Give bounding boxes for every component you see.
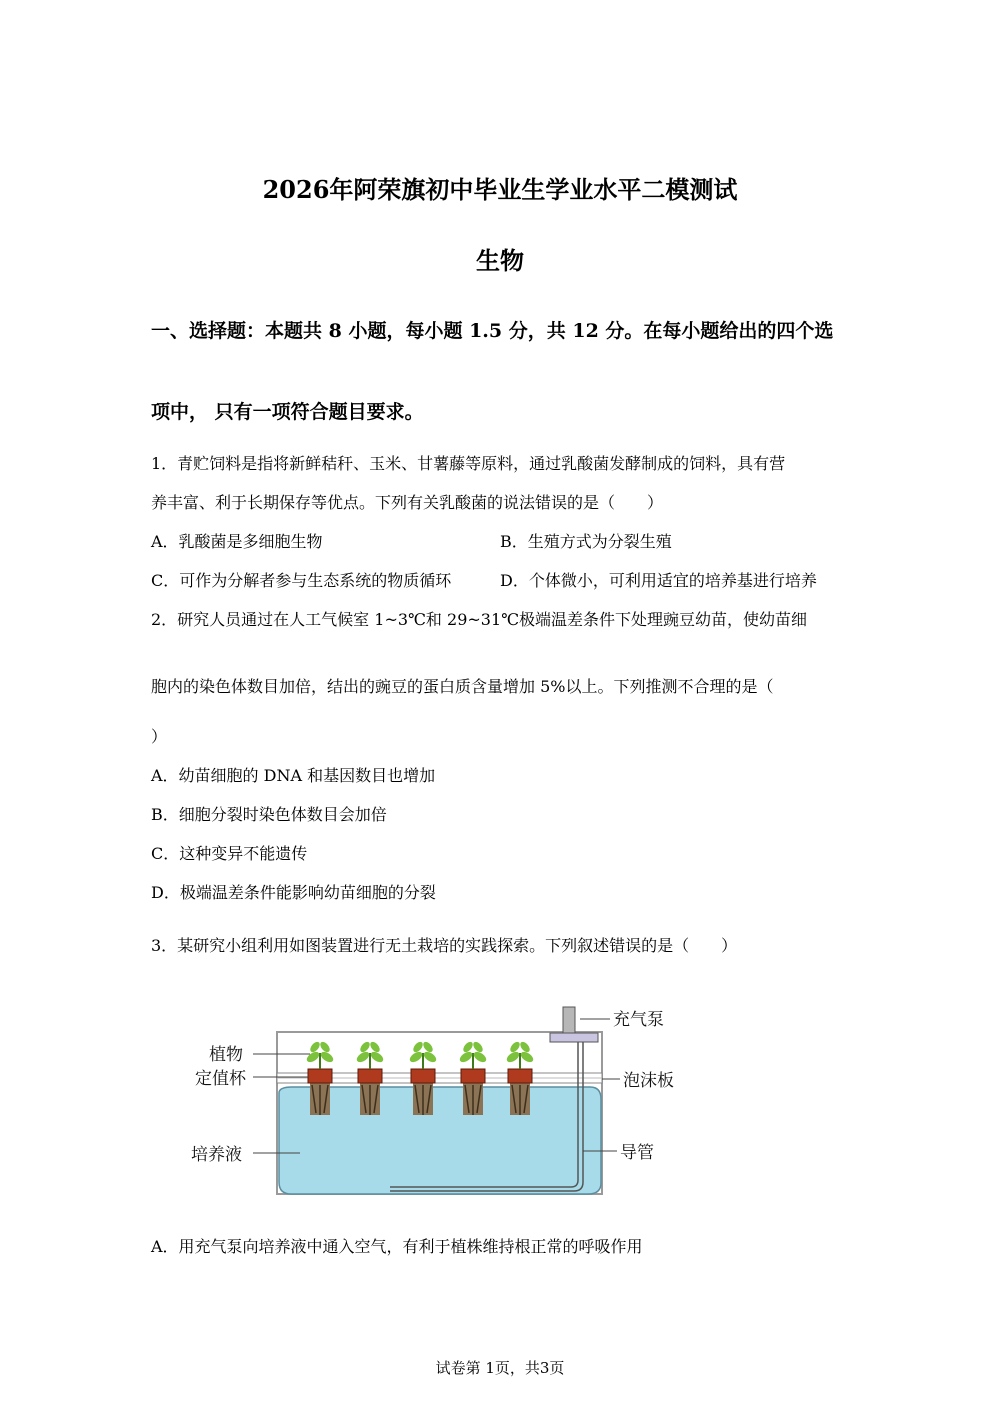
- label-pump: 充气泵: [613, 1010, 664, 1030]
- q1-stem-line2: 养丰富、利于长期保存等优点。下列有关乳酸菌的说法错误的是（ ）: [151, 493, 664, 512]
- q1-stem-line1: 1．青贮饲料是指将新鲜秸秆、玉米、甘薯藤等原料，通过乳酸菌发酵制成的饲料，具有营: [151, 454, 786, 473]
- air-pump-base: [550, 1033, 598, 1042]
- label-tube: 导管: [620, 1143, 654, 1163]
- section-heading-line1: 一、选择题：本题共 8 小题，每小题 1.5 分，共 12 分。在每小题给出的四个选: [151, 320, 834, 342]
- section-heading-line2: 项中， 只有一项符合题目要求。: [151, 401, 424, 423]
- q2-stem-line1: 2．研究人员通过在人工气候室 1~3℃和 29~31℃极端温差条件下处理豌豆幼苗，使幼苗细: [151, 610, 808, 629]
- q2-option-b: B．细胞分裂时染色体数目会加倍: [151, 805, 387, 824]
- q2-option-a: A．幼苗细胞的 DNA 和基因数目也增加: [151, 766, 436, 785]
- q2-option-d: D．极端温差条件能影响幼苗细胞的分裂: [151, 883, 436, 902]
- q2-option-c: C．这种变异不能遗传: [151, 844, 308, 863]
- label-foam: 泡沫板: [623, 1071, 674, 1091]
- q1-option-d: D．个体微小，可利用适宜的培养基进行培养: [500, 571, 817, 590]
- q2-stem-line2: 胞内的染色体数目加倍，结出的豌豆的蛋白质含量增加 5%以上。下列推测不合理的是（: [151, 677, 774, 696]
- q1-option-a: A．乳酸菌是多细胞生物: [151, 532, 323, 551]
- page-footer: 试卷第 1页，共3页: [435, 1359, 565, 1377]
- label-cup: 定值杯: [195, 1069, 246, 1089]
- exam-title: 2026年阿荣旗初中毕业生学业水平二模测试: [262, 175, 738, 204]
- subject-title: 生物: [476, 246, 524, 275]
- q2-stem-line3: ）: [151, 727, 168, 746]
- air-pump-body: [563, 1007, 575, 1033]
- q3-option-a: A．用充气泵向培养液中通入空气，有利于植株维持根正常的呼吸作用: [151, 1237, 643, 1256]
- hydroponics-diagram: [180, 995, 700, 1205]
- q1-option-c: C．可作为分解者参与生态系统的物质循环: [151, 571, 452, 590]
- label-plant: 植物: [209, 1045, 243, 1065]
- label-solution: 培养液: [191, 1145, 242, 1165]
- q3-stem-line1: 3．某研究小组利用如图装置进行无土栽培的实践探索。下列叙述错误的是（ ）: [151, 936, 738, 955]
- q1-option-b: B．生殖方式为分裂生殖: [500, 532, 672, 551]
